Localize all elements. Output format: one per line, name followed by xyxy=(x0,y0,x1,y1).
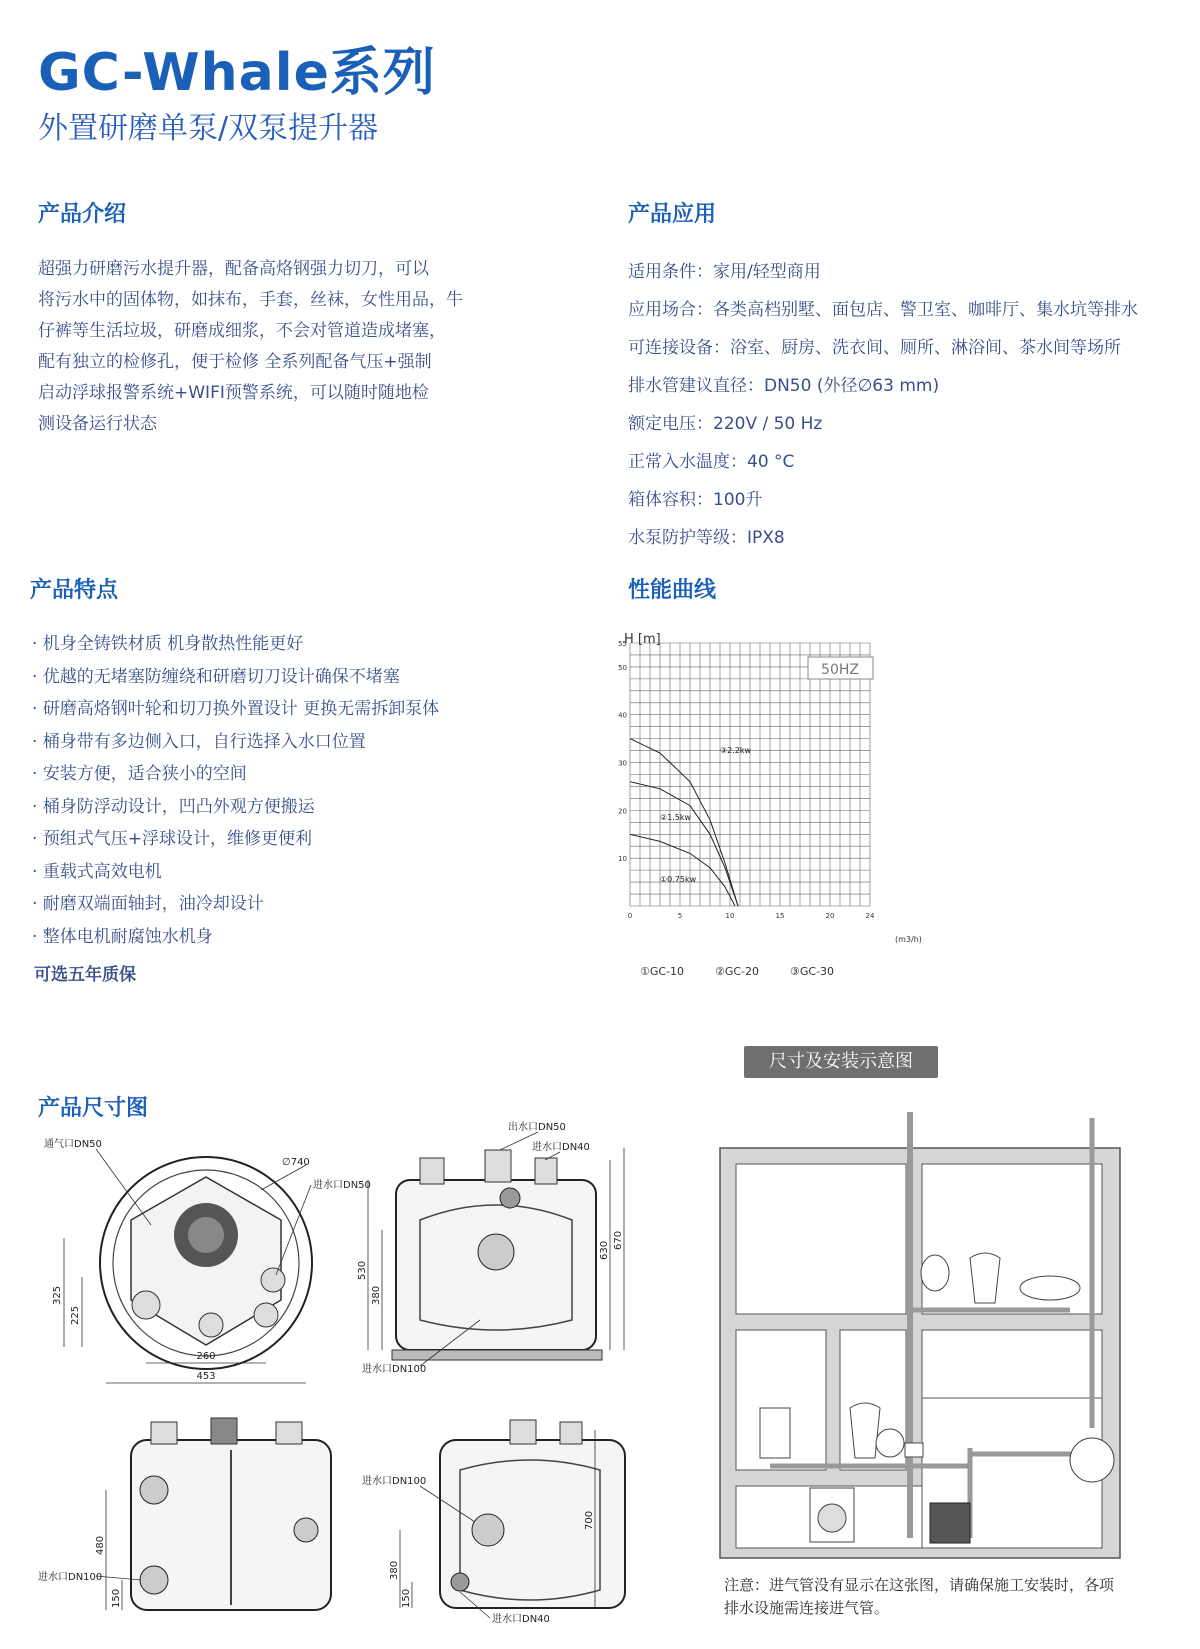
chart-y-tick: 20 xyxy=(618,807,627,816)
dim-value: 380 xyxy=(389,1560,400,1580)
feature-item: · 安装方便，适合狭小的空间 xyxy=(32,764,247,784)
feature-item: · 桶身带有多边侧入口，自行选择入水口位置 xyxy=(32,731,366,752)
control-box-icon xyxy=(905,1443,923,1457)
inlet-port-icon xyxy=(500,1188,520,1208)
dim-label: ∅740 xyxy=(282,1157,310,1168)
chart-series-line xyxy=(630,782,738,906)
outlet-pipe xyxy=(420,1158,444,1184)
dim-value: 150 xyxy=(111,1588,122,1608)
intro-line: 超强力研磨污水提升器，配备高烙钢强力切刀，可以 xyxy=(38,259,429,279)
washing-machine-drum xyxy=(818,1504,846,1532)
chart-x-tick: 10 xyxy=(725,912,735,920)
chart-x-tick: 24 xyxy=(865,912,875,920)
dimensions-heading: 产品尺寸图 xyxy=(38,1096,149,1121)
outlet-pipe xyxy=(276,1422,302,1444)
outlet-pipe xyxy=(535,1158,557,1184)
side-view-a-drawing xyxy=(36,1410,356,1625)
basin-icon xyxy=(850,1403,880,1458)
inlet-port-icon xyxy=(254,1303,278,1327)
performance-chart xyxy=(610,625,930,985)
feature-item: · 研磨高烙钢叶轮和切刀换外置设计 更换无需拆卸泵体 xyxy=(32,699,440,719)
install-note xyxy=(724,1574,1164,1620)
chart-x-tick: 20 xyxy=(825,912,835,920)
dim-label: 进水口DN100 xyxy=(38,1572,103,1583)
toilet-icon xyxy=(876,1429,904,1457)
features-list xyxy=(32,628,439,953)
outlet-pipe xyxy=(485,1150,511,1182)
feature-item: · 整体电机耐腐蚀水机身 xyxy=(32,926,213,947)
feature-item: · 机身全铸铁材质 机身散热性能更好 xyxy=(32,634,304,654)
dim-label: 进水口DN40 xyxy=(492,1614,550,1625)
feature-item: · 桶身防浮动设计，凹凸外观方便搬运 xyxy=(32,796,315,817)
install-schematic xyxy=(700,1098,1170,1568)
dim-label: 出水口DN50 xyxy=(508,1122,566,1133)
dim-value: 700 xyxy=(584,1510,595,1530)
chart-x-tick: 5 xyxy=(677,912,683,920)
inlet-port-icon xyxy=(199,1313,223,1337)
room xyxy=(736,1164,906,1314)
outlet-pipe xyxy=(151,1422,177,1444)
install-badge: 尺寸及安装示意图 xyxy=(744,1046,938,1078)
intro-line: 测设备运行状态 xyxy=(38,414,157,434)
dim-label: 进水口DN50 xyxy=(313,1180,371,1191)
intro-line: 配有独立的检修孔，便于检修 全系列配备气压+强制 xyxy=(38,352,432,372)
lifting-pump-icon xyxy=(930,1503,970,1543)
chart-series-label: ③2.2kw xyxy=(720,745,752,755)
page-title: GC-Whale系列 xyxy=(38,43,436,103)
front-view-drawing xyxy=(357,1120,660,1395)
inlet-port-icon xyxy=(261,1268,285,1292)
dim-value: 453 xyxy=(196,1371,216,1382)
application-item: 箱体容积：100升 xyxy=(628,490,763,510)
chart-legend-item: ③GC-30 xyxy=(790,965,835,978)
chart-series-label: ②1.5kw xyxy=(660,812,692,822)
dim-label: 进水口DN40 xyxy=(532,1142,590,1153)
dim-value: 530 xyxy=(357,1260,368,1280)
inlet-port-icon xyxy=(294,1518,318,1542)
side-view-b-drawing xyxy=(360,1410,660,1625)
intro-heading: 产品介绍 xyxy=(38,202,127,227)
chart-ylabel: H [m] xyxy=(624,632,661,647)
chart-heading: 性能曲线 xyxy=(628,578,717,603)
application-heading: 产品应用 xyxy=(628,202,717,227)
warranty-note: 可选五年质保 xyxy=(34,965,136,985)
install-note-line: 排水设施需连接进气管。 xyxy=(724,1599,890,1617)
application-item: 应用场合：各类高档别墅、面包店、警卫室、咖啡厅、集水坑等排水 xyxy=(628,300,1138,320)
toilet-icon xyxy=(921,1255,949,1291)
chart-annotation: 50HZ xyxy=(821,662,859,678)
basin-icon xyxy=(970,1253,1000,1303)
dim-value: 260 xyxy=(196,1351,216,1362)
pump-cap xyxy=(211,1418,237,1444)
page-subtitle: 外置研磨单泵/双泵提升器 xyxy=(38,111,379,146)
application-item: 排水管建议直径：DN50 (外径∅63 mm) xyxy=(628,376,940,396)
dim-label: 进水口DN100 xyxy=(362,1476,427,1487)
pump-motor-center xyxy=(188,1217,224,1253)
chart-y-tick: 50 xyxy=(618,663,627,672)
intro-line: 启动浮球报警系统+WIFI预警系统，可以随时随地检 xyxy=(38,383,429,403)
dim-value: 325 xyxy=(52,1285,63,1305)
chart-series-label: ①0.75kw xyxy=(660,875,697,885)
chart-grid xyxy=(630,643,870,906)
tank-base xyxy=(392,1350,602,1360)
dim-value: 380 xyxy=(371,1285,382,1305)
application-item: 适用条件：家用/轻型商用 xyxy=(628,262,821,282)
dim-value: 225 xyxy=(70,1305,81,1325)
chart-ticks xyxy=(618,640,875,920)
sink-icon xyxy=(1020,1276,1080,1300)
cabinet-icon xyxy=(760,1408,790,1458)
drain-outlet-icon xyxy=(1070,1438,1114,1482)
dim-value: 670 xyxy=(613,1230,624,1250)
intro-line: 将污水中的固体物，如抹布，手套，丝袜，女性用品，牛 xyxy=(38,290,463,310)
inlet-port-icon xyxy=(478,1234,514,1270)
chart-legend-item: ①GC-10 xyxy=(640,965,685,978)
chart-x-tick: 0 xyxy=(627,912,633,920)
feature-item: · 优越的无堵塞防缠绕和研磨切刀设计确保不堵塞 xyxy=(32,666,400,687)
inlet-port-icon xyxy=(140,1476,168,1504)
dim-value: 480 xyxy=(95,1535,106,1555)
dim-label: 进水口DN100 xyxy=(362,1364,427,1375)
chart-x-tick: 15 xyxy=(775,912,785,920)
features-heading: 产品特点 xyxy=(30,578,119,603)
chart-y-tick: 30 xyxy=(618,759,627,768)
install-note-line: 注意：进气管没有显示在这张图，请确保施工安装时，各项 xyxy=(724,1576,1115,1594)
application-list xyxy=(628,253,1138,557)
outlet-pipe xyxy=(560,1422,582,1444)
inlet-port-icon xyxy=(472,1514,504,1546)
application-item: 正常入水温度：40 °C xyxy=(628,452,795,472)
chart-xlabel: (m3/h) xyxy=(895,935,922,944)
feature-item: · 预组式气压+浮球设计，维修更便利 xyxy=(32,829,313,849)
feature-item: · 耐磨双端面轴封，油冷却设计 xyxy=(32,894,264,914)
feature-item: · 重载式高效电机 xyxy=(32,861,162,882)
outlet-pipe xyxy=(510,1420,536,1444)
application-item: 水泵防护等级：IPX8 xyxy=(628,528,785,548)
chart-y-tick: 40 xyxy=(618,711,627,720)
chart-legend-item: ②GC-20 xyxy=(715,965,760,978)
chart-y-tick: 55 xyxy=(618,640,627,648)
dim-label: 通气口DN50 xyxy=(44,1139,102,1150)
inlet-port-icon xyxy=(140,1566,168,1594)
application-item: 额定电压：220V / 50 Hz xyxy=(628,414,823,434)
application-item: 可连接设备：浴室、厨房、洗衣间、厕所、淋浴间、茶水间等场所 xyxy=(628,338,1121,358)
intro-text xyxy=(38,254,518,440)
inlet-port-icon xyxy=(451,1573,469,1591)
chart-y-tick: 10 xyxy=(618,855,627,864)
dim-value: 630 xyxy=(599,1240,610,1260)
dim-value: 150 xyxy=(401,1588,412,1608)
vent-port-icon xyxy=(132,1291,160,1319)
intro-line: 仔裤等生活垃圾，研磨成细浆，不会对管道造成堵塞， xyxy=(38,321,446,341)
